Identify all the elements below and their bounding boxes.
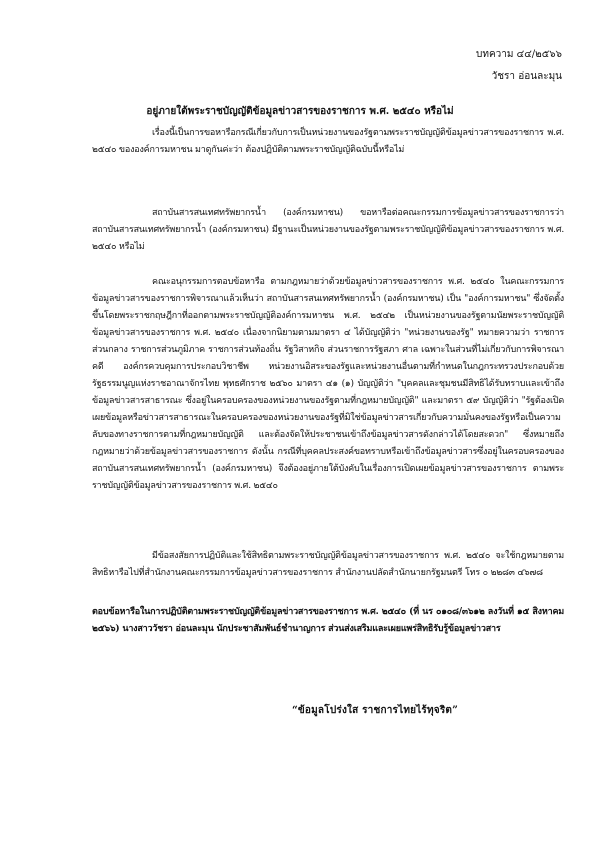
paragraph-contact-text: มีข้อสงสัยการปฏิบัติและใช้สิทธิตามพระราชบัญญัติข้อมูลข่าวสารของราชการ พ.ศ. ๒๕๔๐ จะใช้กฎหมายตามสิทธิหารือไปที่สำนักงานคณะกรรมการข้อมูลข่าวสารของราชการ สำนักงานปลัดสำนักนายกรัฐมนตรี โทร ๐ ๒๒๘๓ ๔๖๗๘ xyxy=(92,551,564,578)
paragraph-reference-text: ตอบข้อหารือในการปฏิบัติตามพระราชบัญญัติข้อมูลข่าวสารของราชการ พ.ศ. ๒๕๔๐ (ที่ นร ๐๑๐๘/๓๖๑๒ ลงวันที่ ๑๕ สิงหาคม ๒๕๖๖) นางสาววัชรา อ่อนละมุน นักประชาสัมพันธ์ชำนาญการ ส่วนส่งเสริมและเผยแพร่สิทธิรับรู้ข้อมูลข่าวสาร xyxy=(92,607,564,634)
article-number: บทความ ๔๔/๒๕๖๖ xyxy=(476,49,562,60)
document-title: อยู่ภายใต้พระราชบัญญัติข้อมูลข่าวสารของราชการ พ.ศ. ๒๕๔๐ หรือไม่ xyxy=(146,106,454,117)
paragraph-reference xyxy=(92,604,564,638)
paragraph-answer xyxy=(92,274,564,495)
paragraph-contact xyxy=(92,548,564,582)
paragraph-intro-text: เรื่องนี้เป็นการขอหารือกรณีเกี่ยวกับการเป็นหน่วยงานของรัฐตามพระราชบัญญัติข้อมูลข่าวสารของราชการ พ.ศ. ๒๕๔๐ ขององค์การมหาชน มาดูกันค่ะว่า ต้องปฏิบัติตามพระราชบัญญัติฉบับนี้หรือไม่ xyxy=(92,128,564,155)
paragraph-question xyxy=(92,205,564,256)
document-meta xyxy=(476,44,562,88)
author-name: วัชรา อ่อนละมุน xyxy=(491,71,562,82)
paragraph-question-text: สถาบันสารสนเทศทรัพยากรน้ำ (องค์กรมหาชน) ขอหารือต่อคณะกรรมการข้อมูลข่าวสารของราชการว่า สถาบันสารสนเทศทรัพยากรน้ำ (องค์กรมหาชน) มีฐานะเป็นหน่วยงานของรัฐตามพระราชบัญญัติข้อมูลข่าวสารของราชการ พ.ศ. ๒๕๔๐ หรือไม่ xyxy=(92,208,564,252)
slogan: “ข้อมูลโปร่งใส ราชการไทยไร้ทุจริต” xyxy=(291,705,459,716)
paragraph-intro xyxy=(92,125,564,159)
paragraph-answer-text: คณะอนุกรรมการตอบข้อหารือ ตามกฎหมายว่าด้วยข้อมูลข่าวสารของราชการ พ.ศ. ๒๕๔๐ ในคณะกรรมการข้อมูลข่าวสารของราชการพิจารณาแล้วเห็นว่า สถาบันสารสนเทศทรัพยากรน้ำ (องค์กรมหาชน) เป็น "องค์การมหาชน" ซึ่งจัดตั้งขึ้นโดยพระราชกฤษฎีกาที่ออกตามพระราชบัญญัติองค์การมหาชน พ.ศ. ๒๕๔๒ เป็นหน่วยงานของรัฐตามนัยพระราชบัญญัติข้อมูลข่าวสารของราชการ พ.ศ. ๒๕๔๐ เนื่องจากนิยามตามมาตรา ๔ ได้บัญญัติว่า "หน่วยงานของรัฐ" หมายความว่า ราชการส่วนกลาง ราชการส่วนภูมิภาค ราชการส่วนท้องถิ่น รัฐวิสาหกิจ ส่วนราชการรัฐสภา ศาล เฉพาะในส่วนที่ไม่เกี่ยวกับการพิจารณาคดี องค์กรควบคุมการประกอบวิชาชีพ หน่วยงานอิสระของรัฐและหน่วยงานอื่นตามที่กำหนดในกฎกระทรวงประกอบด้วยรัฐธรรมนูญแห่งราชอาณาจักรไทย พุทธศักราช ๒๕๖๐ มาตรา ๔๑ (๑) บัญญัติว่า "บุคคลและชุมชนมีสิทธิได้รับทราบและเข้าถึงข้อมูลข่าวสารสาธารณะ ซึ่งอยู่ในครอบครองของหน่วยงานของรัฐตามที่กฎหมายบัญญัติ" และมาตรา ๕๙ บัญญัติว่า "รัฐต้องเปิดเผยข้อมูลหรือข่าวสารสาธารณะในครอบครองของหน่วยงานของรัฐที่มิใช่ข้อมูลข่าวสารเกี่ยวกับความมั่นคงของรัฐหรือเป็นความลับของทางราชการตามที่กฎหมายบัญญัติ และต้องจัดให้ประชาชนเข้าถึงข้อมูลข่าวสารดังกล่าวได้โดยสะดวก" ซึ่งหมายถึง กฎหมายว่าด้วยข้อมูลข่าวสารของราชการ ดังนั้น กรณีที่บุคคลประสงค์ขอทราบหรือเข้าถึงข้อมูลข่าวสารซึ่งอยู่ในครอบครองของสถาบันสารสนเทศทรัพยากรน้ำ (องค์กรมหาชน) จึงต้องอยู่ภายใต้บังคับในเรื่องการเปิดเผยข้อมูลข่าวสารของราชการ ตามพระราชบัญญัติข้อมูลข่าวสารของราชการ พ.ศ. ๒๕๔๐ xyxy=(92,277,564,491)
